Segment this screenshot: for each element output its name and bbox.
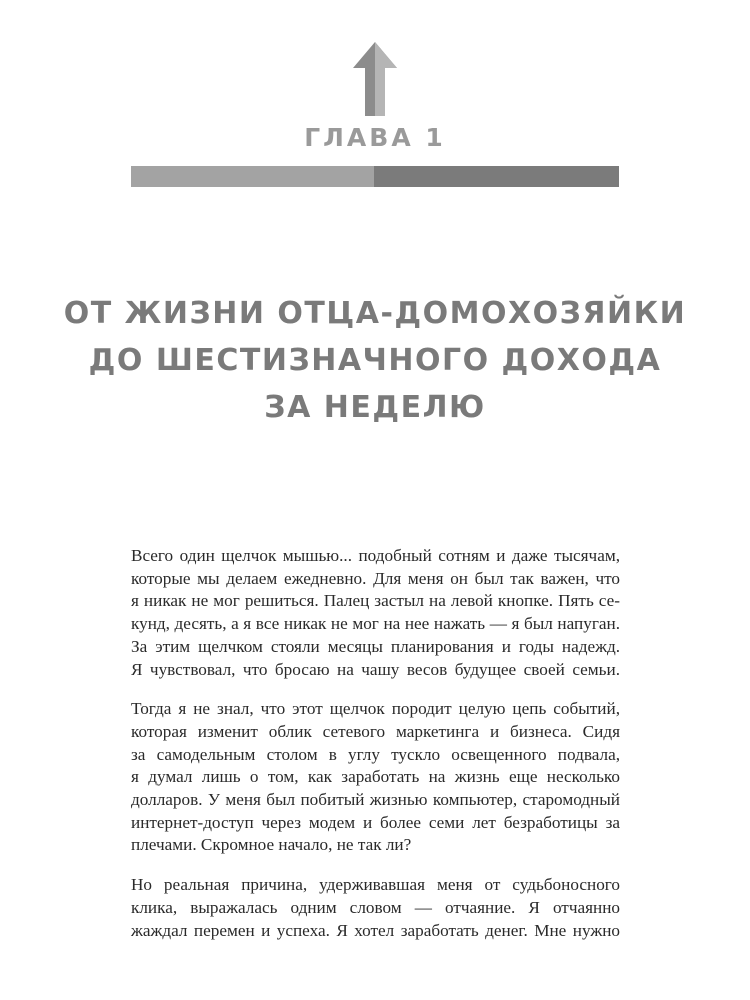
text-line: я думал лишь о том, как заработать на жизнь еще несколько	[131, 767, 620, 787]
chapter-label: ГЛАВА 1	[304, 123, 446, 152]
text-line: которая изменит облик сетевого маркетинга и бизнеса. Сидя	[131, 721, 620, 741]
text-line: кунд, десять, а я все никак не мог на нее нажать — я был напуган.	[131, 614, 620, 634]
paragraph	[131, 698, 620, 857]
text-line: жаждал перемен и успеха. Я хотел заработать денег. Мне нужно	[131, 920, 620, 940]
chapter-bar-right-segment	[374, 166, 619, 187]
text-line: Но реальная причина, удерживавшая меня от судьбоносного	[131, 875, 620, 895]
chapter-divider-bar	[131, 166, 619, 187]
paragraph	[131, 874, 620, 942]
chapter-title-line: ДО ШЕСТИЗНАЧНОГО ДОХОДА	[88, 343, 662, 378]
chapter-bar-left-segment	[131, 166, 374, 187]
text-line: плечами. Скромное начало, не так ли?	[131, 835, 412, 855]
chapter-title-line: ОТ ЖИЗНИ ОТЦА-ДОМОХОЗЯЙКИ	[63, 296, 687, 331]
text-line: Тогда я не знал, что этот щелчок породит целую цепь событий,	[131, 699, 620, 719]
chapter-title-line: ЗА НЕДЕЛЮ	[264, 390, 486, 425]
paragraph	[131, 545, 620, 681]
text-line: интернет-доступ через модем и более семи лет безработицы за	[131, 812, 620, 832]
text-line: долларов. У меня был побитый жизнью компьютер, старомодный	[131, 790, 620, 810]
body-text	[131, 545, 620, 959]
text-line: Всего один щелчок мышью... подобный сотням и даже тысячам,	[131, 546, 620, 565]
text-line: клика, выражалась одним словом — отчаяние. Я отчаянно	[131, 897, 620, 917]
text-line: за самодельным столом в углу тускло освещенного подвала,	[131, 744, 620, 764]
text-line: Я чувствовал, что бросаю на чашу весов будущее своей семьи.	[131, 659, 620, 679]
text-line: я никак не мог решиться. Палец застыл на левой кнопке. Пять се-	[131, 591, 620, 611]
text-line: которые мы делаем ежедневно. Для меня он был так важен, что	[131, 568, 620, 588]
up-arrow-icon	[353, 42, 397, 116]
text-line: За этим щелчком стояли месяцы планирования и годы надежд.	[131, 636, 620, 656]
chapter-title	[60, 290, 690, 431]
